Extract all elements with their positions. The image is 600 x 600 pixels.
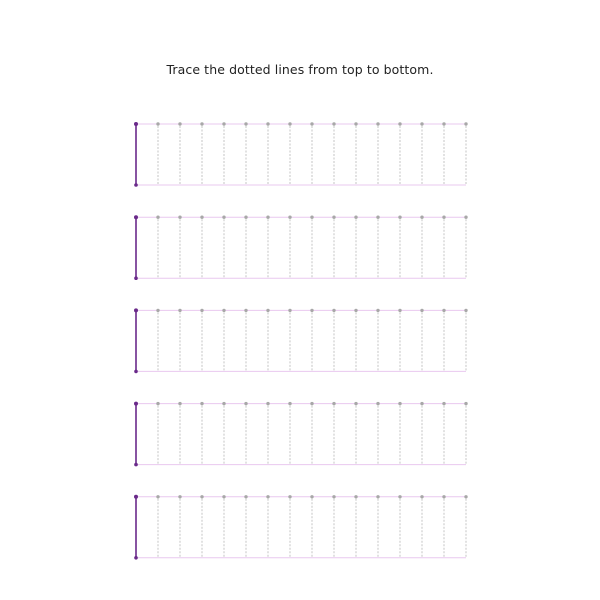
start-dot <box>288 122 291 125</box>
start-dot <box>288 216 291 219</box>
start-dot <box>464 216 467 219</box>
start-dot <box>442 402 445 405</box>
example-end-dot <box>134 556 138 560</box>
start-dot <box>354 309 357 312</box>
example-start-dot <box>134 308 138 312</box>
start-dot <box>200 495 203 498</box>
start-dot <box>398 309 401 312</box>
start-dot <box>178 309 181 312</box>
start-dot <box>244 216 247 219</box>
example-start-dot <box>134 495 138 499</box>
start-dot <box>244 309 247 312</box>
start-dot <box>310 122 313 125</box>
start-dot <box>244 402 247 405</box>
start-dot <box>464 495 467 498</box>
start-dot <box>200 309 203 312</box>
start-dot <box>266 309 269 312</box>
start-dot <box>310 402 313 405</box>
start-dot <box>288 402 291 405</box>
start-dot <box>354 216 357 219</box>
start-dot <box>244 495 247 498</box>
example-end-dot <box>134 370 138 374</box>
start-dot <box>332 122 335 125</box>
start-dot <box>332 402 335 405</box>
tracing-row <box>134 402 468 467</box>
start-dot <box>420 495 423 498</box>
start-dot <box>156 122 159 125</box>
start-dot <box>200 122 203 125</box>
start-dot <box>222 402 225 405</box>
example-start-dot <box>134 215 138 219</box>
start-dot <box>222 216 225 219</box>
start-dot <box>288 495 291 498</box>
start-dot <box>178 216 181 219</box>
start-dot <box>266 402 269 405</box>
start-dot <box>464 402 467 405</box>
start-dot <box>442 216 445 219</box>
start-dot <box>178 122 181 125</box>
start-dot <box>266 216 269 219</box>
instruction-text: Trace the dotted lines from top to bottom. <box>166 62 434 77</box>
start-dot <box>310 495 313 498</box>
start-dot <box>464 309 467 312</box>
start-dot <box>376 495 379 498</box>
start-dot <box>398 122 401 125</box>
start-dot <box>222 309 225 312</box>
start-dot <box>442 122 445 125</box>
start-dot <box>376 402 379 405</box>
start-dot <box>266 495 269 498</box>
start-dot <box>398 216 401 219</box>
tracing-row <box>134 122 468 187</box>
start-dot <box>200 216 203 219</box>
tracing-row <box>134 308 468 373</box>
start-dot <box>376 122 379 125</box>
start-dot <box>398 495 401 498</box>
start-dot <box>420 122 423 125</box>
start-dot <box>310 216 313 219</box>
start-dot <box>156 216 159 219</box>
start-dot <box>332 309 335 312</box>
start-dot <box>398 402 401 405</box>
start-dot <box>354 402 357 405</box>
start-dot <box>222 122 225 125</box>
start-dot <box>332 216 335 219</box>
start-dot <box>376 309 379 312</box>
start-dot <box>200 402 203 405</box>
example-start-dot <box>134 122 138 126</box>
start-dot <box>178 402 181 405</box>
start-dot <box>244 122 247 125</box>
start-dot <box>420 216 423 219</box>
start-dot <box>354 495 357 498</box>
example-end-dot <box>134 183 138 187</box>
start-dot <box>156 495 159 498</box>
start-dot <box>266 122 269 125</box>
tracing-row <box>134 215 468 280</box>
example-start-dot <box>134 402 138 406</box>
example-end-dot <box>134 463 138 467</box>
start-dot <box>178 495 181 498</box>
start-dot <box>376 216 379 219</box>
start-dot <box>310 309 313 312</box>
start-dot <box>354 122 357 125</box>
start-dot <box>222 495 225 498</box>
start-dot <box>332 495 335 498</box>
start-dot <box>442 309 445 312</box>
tracing-row <box>134 495 468 560</box>
start-dot <box>420 402 423 405</box>
start-dot <box>156 402 159 405</box>
start-dot <box>442 495 445 498</box>
start-dot <box>288 309 291 312</box>
example-end-dot <box>134 276 138 280</box>
start-dot <box>156 309 159 312</box>
start-dot <box>464 122 467 125</box>
start-dot <box>420 309 423 312</box>
